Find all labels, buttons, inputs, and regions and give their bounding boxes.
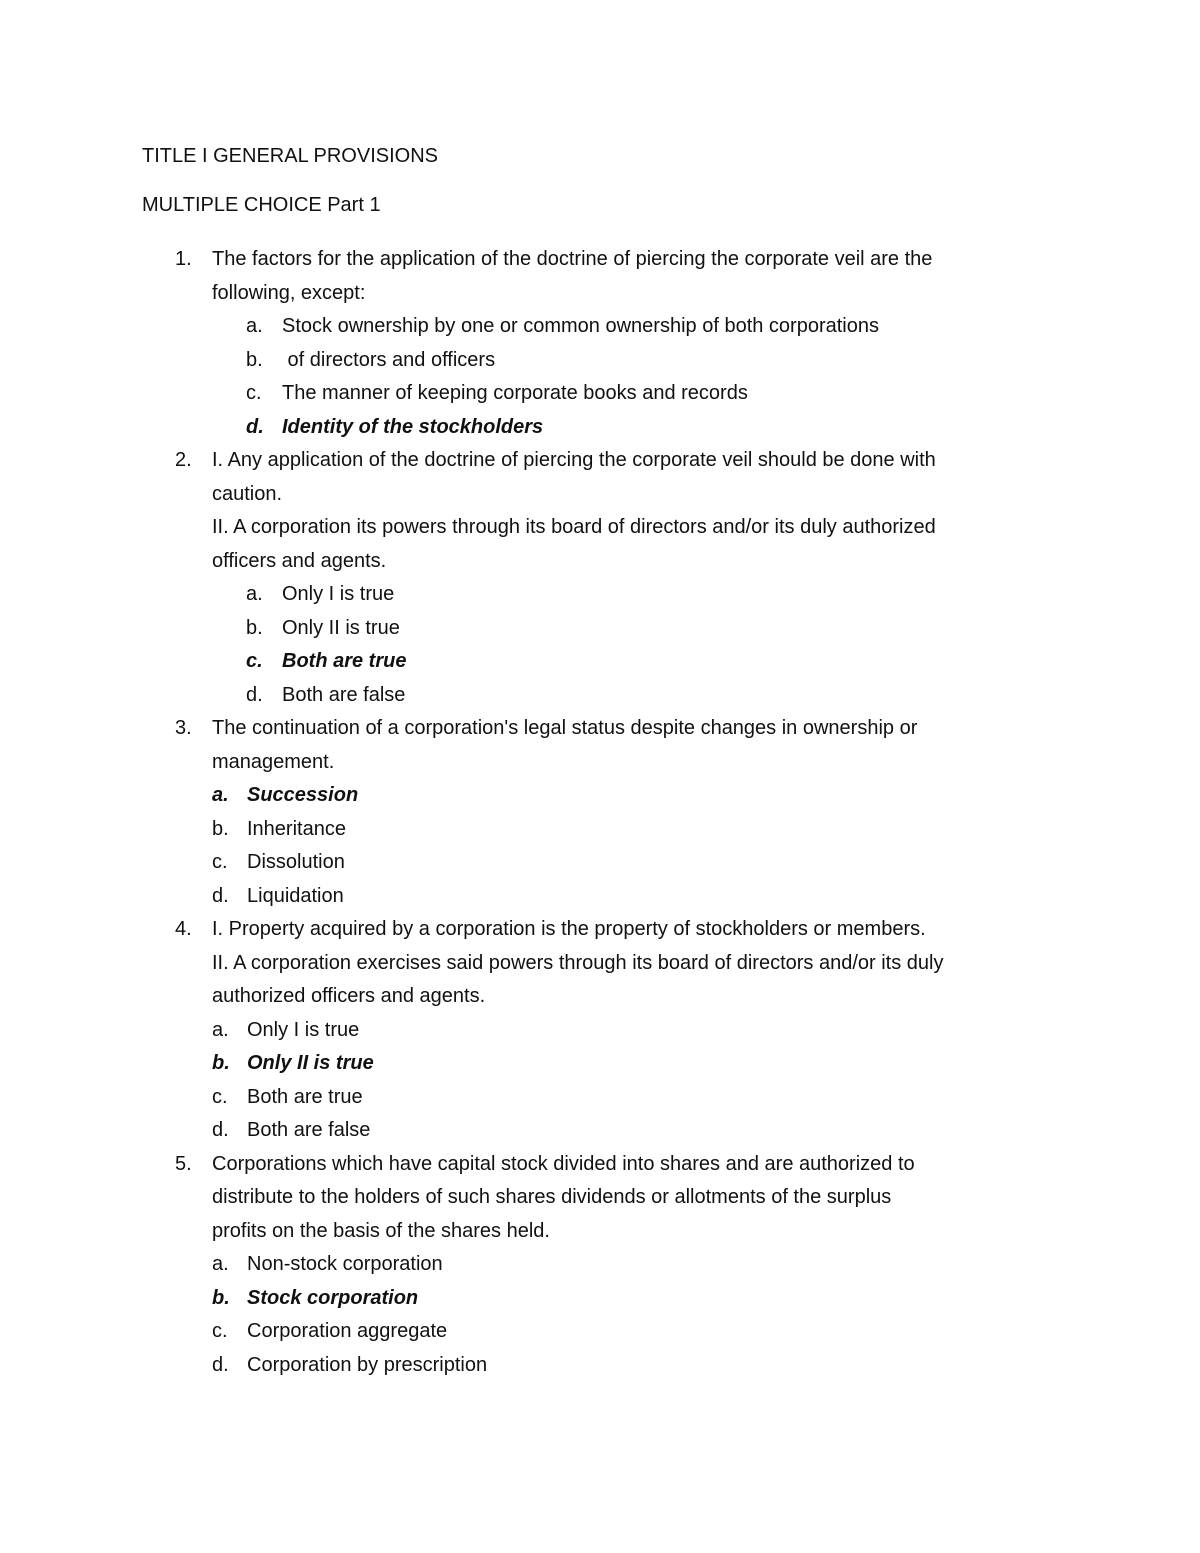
question-number: 5. — [175, 1152, 192, 1175]
option-letter: b. — [246, 348, 263, 371]
option-text: Both are true — [282, 650, 407, 672]
option-letter: a. — [212, 1253, 229, 1275]
option-text: Non-stock corporation — [247, 1253, 443, 1275]
question-text-line: The continuation of a corporation's legal status despite changes in ownership or — [212, 717, 918, 739]
option-letter: c. — [212, 1085, 228, 1108]
answer-option — [0, 344, 1200, 378]
question-text-line: II. A corporation exercises said powers through its board of directors and/or its duly — [212, 951, 944, 974]
option-letter: b. — [212, 817, 229, 840]
question-text-line: officers and agents. — [212, 549, 387, 572]
option-text: Stock ownership by one or common ownership of both corporations — [282, 315, 879, 337]
option-text: Both are false — [247, 1119, 371, 1141]
option-text: Inheritance — [247, 817, 346, 840]
answer-option — [0, 1081, 1200, 1115]
option-letter: a. — [246, 583, 263, 605]
answer-option — [0, 310, 1200, 344]
question-list — [0, 243, 1200, 1382]
option-letter: d. — [212, 1353, 229, 1376]
answer-option — [0, 1248, 1200, 1282]
option-text: Both are false — [282, 683, 406, 706]
answer-option — [0, 679, 1200, 713]
question-text-line: II. A corporation its powers through its board of directors and/or its duly authorized — [212, 516, 936, 538]
answer-option — [0, 813, 1200, 847]
question-item — [0, 444, 1200, 712]
answer-option — [0, 1014, 1200, 1048]
answer-option — [0, 1114, 1200, 1148]
option-letter: d. — [212, 884, 229, 907]
option-text: Only I is true — [282, 583, 395, 605]
option-letter: c. — [246, 382, 262, 404]
answer-option-correct — [0, 1047, 1200, 1081]
option-text: The manner of keeping corporate books and records — [282, 382, 748, 404]
question-number: 1. — [175, 248, 192, 270]
option-letter: c. — [212, 1320, 228, 1342]
question-text-line: caution. — [212, 482, 283, 505]
question-text-line: I. Property acquired by a corporation is the property of stockholders or members. — [212, 918, 926, 940]
answer-option-correct — [0, 779, 1200, 813]
question-text-line: following, except: — [212, 281, 366, 304]
option-text: of directors and officers — [282, 348, 496, 371]
option-letter: d. — [212, 1119, 229, 1141]
question-text-line: authorized officers and agents. — [212, 985, 486, 1007]
question-number: 2. — [175, 449, 192, 471]
option-text: Both are true — [247, 1085, 363, 1108]
option-letter: a. — [212, 784, 229, 806]
question-item — [0, 913, 1200, 1148]
question-text-line: distribute to the holders of such shares dividends or allotments of the surplus — [212, 1186, 892, 1208]
option-text: Only II is true — [282, 616, 400, 639]
option-letter: c. — [212, 851, 228, 873]
question-text-line: Corporations which have capital stock divided into shares and are authorized to — [212, 1152, 915, 1175]
option-text: Liquidation — [247, 884, 344, 907]
option-text: Only I is true — [247, 1018, 360, 1041]
answer-option-correct — [0, 645, 1200, 679]
answer-option — [0, 1349, 1200, 1383]
option-letter: c. — [246, 650, 263, 672]
option-text: Only II is true — [247, 1052, 374, 1074]
question-text-line: management. — [212, 750, 335, 773]
answer-option — [0, 612, 1200, 646]
option-text: Dissolution — [247, 851, 345, 873]
answer-option-correct — [0, 1282, 1200, 1316]
answer-option — [0, 578, 1200, 612]
option-text: Corporation aggregate — [247, 1320, 448, 1342]
answer-option — [0, 377, 1200, 411]
answer-option — [0, 1315, 1200, 1349]
question-text-line: I. Any application of the doctrine of piercing the corporate veil should be done with — [212, 449, 936, 471]
option-text: Stock corporation — [247, 1286, 419, 1309]
answer-option — [0, 846, 1200, 880]
question-item — [0, 243, 1200, 444]
answer-option — [0, 880, 1200, 914]
question-text-line: profits on the basis of the shares held. — [212, 1219, 550, 1242]
option-text: Identity of the stockholders — [282, 415, 544, 438]
document-title: TITLE I GENERAL PROVISIONS — [142, 145, 438, 167]
option-letter: b. — [212, 1052, 230, 1074]
option-text: Corporation by prescription — [247, 1353, 488, 1376]
question-number: 4. — [175, 918, 192, 940]
option-letter: d. — [246, 415, 264, 438]
question-item — [0, 1148, 1200, 1383]
question-item — [0, 712, 1200, 913]
option-letter: a. — [246, 315, 263, 337]
question-text-line: The factors for the application of the doctrine of piercing the corporate veil are the — [212, 248, 933, 270]
option-letter: b. — [212, 1286, 230, 1309]
option-letter: b. — [246, 616, 263, 639]
answer-option-correct — [0, 411, 1200, 445]
option-text: Succession — [247, 784, 359, 806]
section-subtitle: MULTIPLE CHOICE Part 1 — [142, 194, 381, 216]
question-number: 3. — [175, 717, 192, 739]
option-letter: a. — [212, 1018, 229, 1041]
option-letter: d. — [246, 683, 263, 706]
